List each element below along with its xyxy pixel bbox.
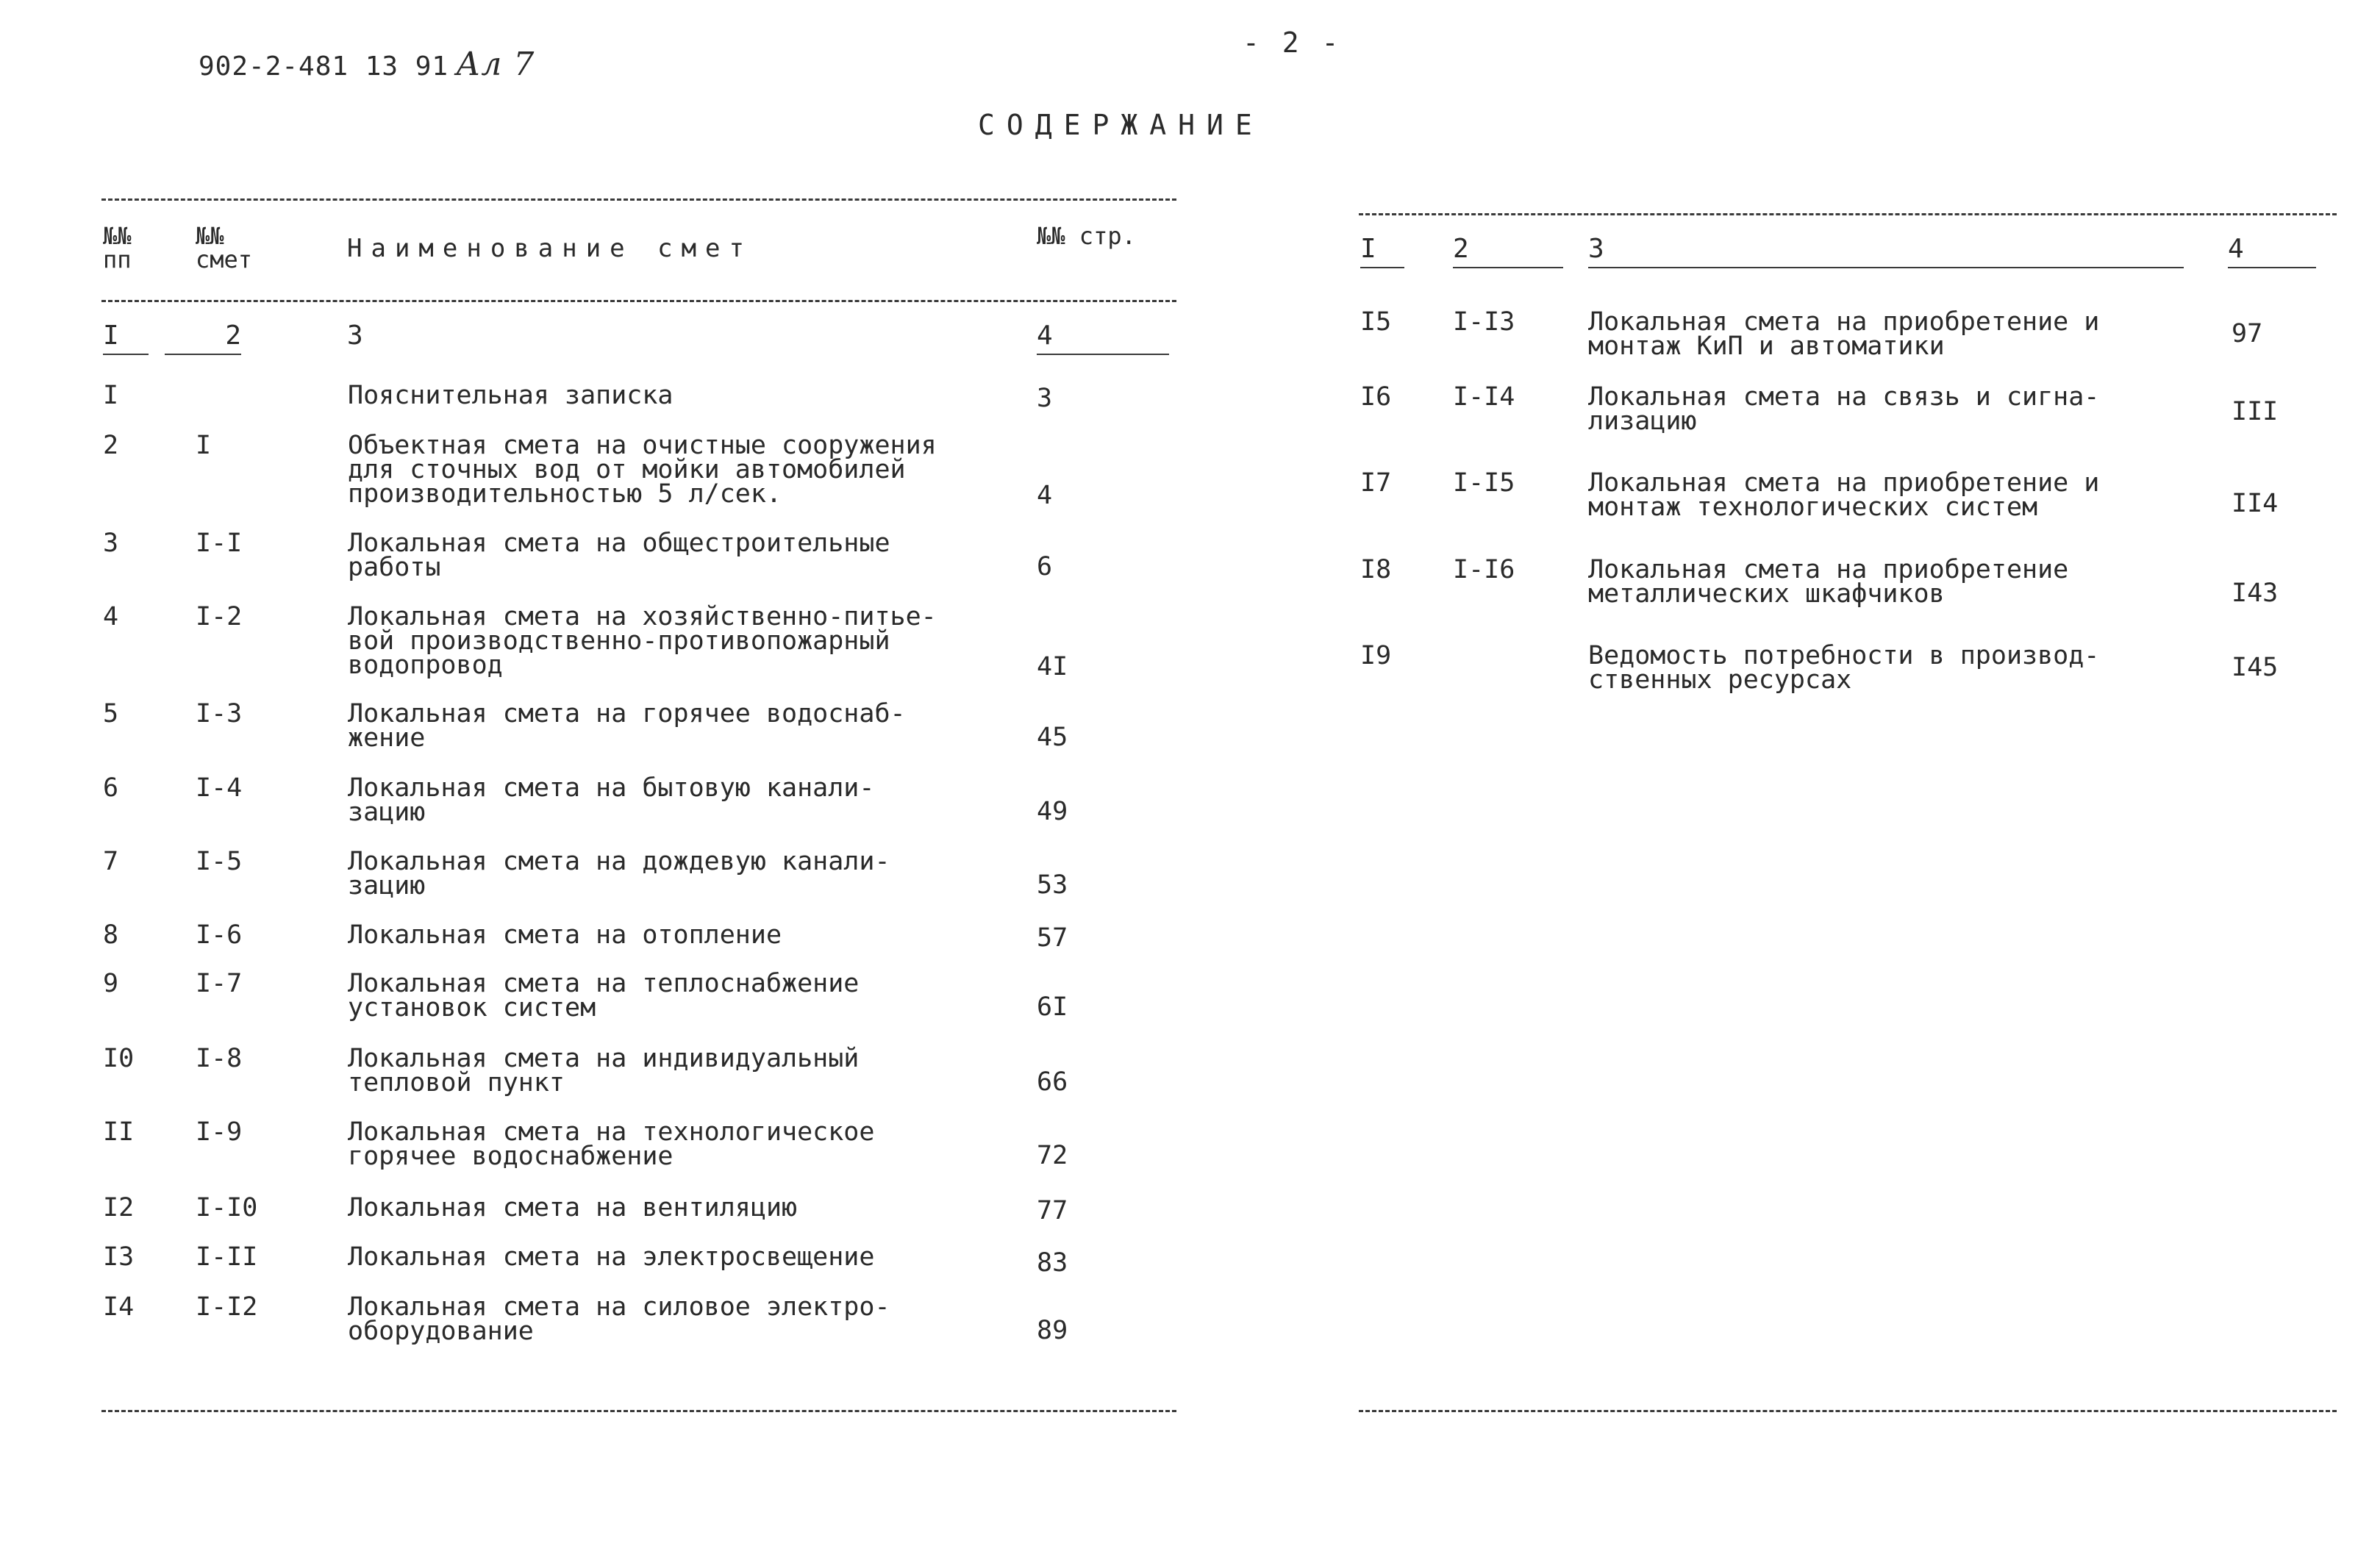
row-name: Локальная смета на электросвещение — [348, 1242, 875, 1272]
row-smeta-number: I-6 — [196, 920, 243, 950]
row-number: I9 — [1360, 641, 1392, 670]
row-number: I2 — [103, 1193, 135, 1222]
page-title: СОДЕРЖАНИЕ — [978, 109, 1264, 141]
row-name: Локальная смета на хозяйственно-питье- вой производственно-противопожарный водопровод — [348, 602, 937, 680]
row-page: I45 — [2232, 653, 2279, 682]
row-page: 57 — [1037, 923, 1068, 953]
row-name: Локальная смета на технологическое горячее водоснабжение — [348, 1117, 875, 1171]
right-table-top-rule — [1359, 213, 2337, 215]
row-smeta-number: I-3 — [196, 699, 243, 728]
document-code — [199, 46, 535, 83]
row-smeta-number: I-I — [196, 529, 243, 558]
left-table-bottom-rule — [101, 1410, 1176, 1412]
row-number: I4 — [103, 1292, 135, 1322]
row-name: Локальная смета на общестроительные работы — [348, 529, 890, 582]
right-table-bottom-rule — [1359, 1410, 2337, 1412]
row-smeta-number: I-I5 — [1453, 468, 1515, 498]
row-number: I5 — [1360, 307, 1392, 337]
row-name: Локальная смета на горячее водоснаб- жение — [348, 699, 906, 753]
row-smeta-number: I-8 — [196, 1044, 243, 1073]
row-page: III — [2232, 397, 2279, 426]
row-page: 83 — [1037, 1248, 1068, 1278]
row-name: Локальная смета на вентиляцию — [348, 1193, 798, 1222]
row-smeta-number: I-I4 — [1453, 382, 1515, 412]
header-col-page: №№ стр. — [1037, 222, 1136, 250]
row-page: 49 — [1037, 797, 1068, 826]
row-smeta-number: I-4 — [196, 773, 243, 803]
left-colnum-4: 4 — [1037, 321, 1169, 355]
row-number: 6 — [103, 773, 119, 803]
row-name: Пояснительная записка — [348, 381, 674, 410]
header-col-smeta: №№ смет — [196, 222, 253, 273]
row-name: Локальная смета на бытовую канали- зацию — [348, 773, 875, 827]
row-smeta-number: I-I0 — [196, 1193, 258, 1222]
row-smeta-number: I-I3 — [1453, 307, 1515, 337]
row-number: I7 — [1360, 468, 1392, 498]
right-colnum-4: 4 — [2228, 234, 2316, 268]
row-page: 6I — [1037, 992, 1068, 1022]
row-number: I — [103, 381, 119, 410]
row-name: Локальная смета на силовое электро- оборудование — [348, 1292, 890, 1346]
row-smeta-number: I-I2 — [196, 1292, 258, 1322]
left-colnum-3: 3 — [347, 321, 363, 351]
row-name: Локальная смета на приобретение металлических шкафчиков — [1588, 555, 2069, 609]
row-page: 53 — [1037, 870, 1068, 900]
row-page: 6 — [1037, 552, 1053, 581]
row-number: I0 — [103, 1044, 135, 1073]
row-smeta-number: I-I6 — [1453, 555, 1515, 584]
header-col-name: Наименование смет — [347, 234, 753, 263]
header-col-num: №№ пп — [103, 222, 132, 273]
row-number: I6 — [1360, 382, 1392, 412]
row-smeta-number: I-II — [196, 1242, 258, 1272]
row-page: 45 — [1037, 723, 1068, 752]
row-page: 4I — [1037, 652, 1068, 681]
row-number: 8 — [103, 920, 119, 950]
left-colnum-1: I — [103, 321, 149, 355]
row-smeta-number: I — [196, 431, 212, 460]
row-name: Объектная смета на очистные сооружения для сточных вод от мойки автомобилей производительностью 5 л/сек. — [348, 431, 937, 509]
left-table-header-rule — [101, 300, 1176, 302]
row-page: 4 — [1037, 481, 1053, 510]
row-page: I43 — [2232, 579, 2279, 608]
row-smeta-number: I-7 — [196, 969, 243, 998]
left-table-top-rule — [101, 198, 1176, 201]
row-number: 2 — [103, 431, 119, 460]
row-name: Локальная смета на дождевую канали- зацию — [348, 847, 890, 901]
row-name: Локальная смета на отопление — [348, 920, 782, 950]
row-number: II — [103, 1117, 135, 1147]
row-name: Локальная смета на индивидуальный тепловой пункт — [348, 1044, 860, 1098]
sheet-mark: Ал 7 — [456, 46, 535, 83]
row-name: Локальная смета на теплоснабжение установок систем — [348, 969, 860, 1023]
row-smeta-number: I-2 — [196, 602, 243, 631]
row-smeta-number: I-9 — [196, 1117, 243, 1147]
row-number: 3 — [103, 529, 119, 558]
row-number: 4 — [103, 602, 119, 631]
row-page: 66 — [1037, 1067, 1068, 1097]
row-page: 72 — [1037, 1141, 1068, 1170]
right-colnum-1: I — [1360, 234, 1404, 268]
row-number: 5 — [103, 699, 119, 728]
row-name: Локальная смета на связь и сигна- лизацию — [1588, 382, 2100, 436]
left-colnum-2: 2 — [165, 321, 241, 355]
row-number: I3 — [103, 1242, 135, 1272]
row-page: 97 — [2232, 319, 2263, 348]
row-page: 3 — [1037, 384, 1053, 413]
right-colnum-2: 2 — [1453, 234, 1563, 268]
row-name: Локальная смета на приобретение и монтаж технологических систем — [1588, 468, 2100, 522]
page-number: - 2 - — [1243, 26, 1342, 59]
row-number: 9 — [103, 969, 119, 998]
row-page: II4 — [2232, 489, 2279, 518]
document-code-text: 902-2-481 13 91 — [199, 51, 449, 82]
row-name: Ведомость потребности в производ- ственных ресурсах — [1588, 641, 2100, 695]
row-page: 89 — [1037, 1316, 1068, 1345]
row-smeta-number: I-5 — [196, 847, 243, 876]
row-number: I8 — [1360, 555, 1392, 584]
row-name: Локальная смета на приобретение и монтаж КиП и автоматики — [1588, 307, 2100, 361]
right-colnum-3: 3 — [1588, 234, 2184, 268]
row-number: 7 — [103, 847, 119, 876]
row-page: 77 — [1037, 1196, 1068, 1225]
